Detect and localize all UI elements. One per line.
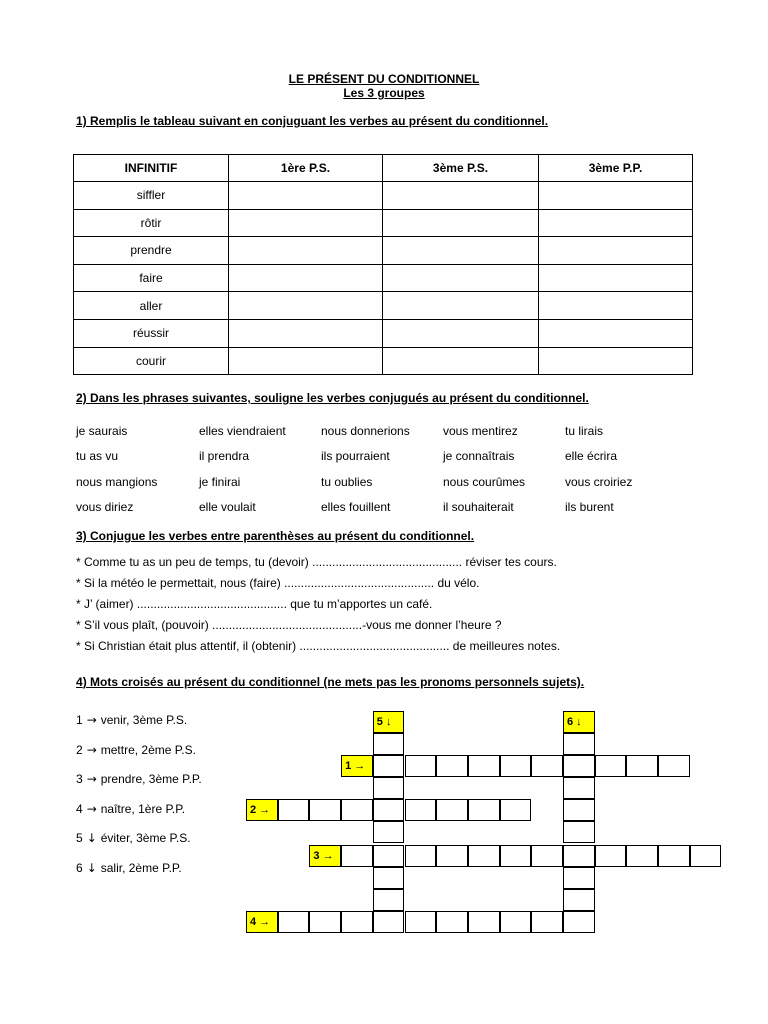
verb-word[interactable]: il prendra	[199, 449, 250, 463]
crossword-cell[interactable]	[373, 777, 405, 799]
verb-word[interactable]: elle écrira	[565, 449, 618, 463]
crossword-cell[interactable]	[436, 911, 468, 933]
arrow-right-icon: →	[86, 742, 97, 757]
crossword-cell[interactable]	[563, 755, 595, 777]
sentence: * Si Christian était plus attentif, il (obtenir) ............................................. de meilleures notes.	[76, 639, 561, 653]
crossword-cell[interactable]	[531, 911, 563, 933]
crossword-clue	[76, 802, 185, 816]
answer-cell[interactable]	[539, 237, 693, 265]
crossword-clue	[76, 743, 196, 757]
crossword-cell[interactable]	[405, 799, 437, 821]
crossword-clue	[76, 713, 187, 727]
answer-cell[interactable]	[539, 347, 693, 375]
answer-cell[interactable]	[229, 237, 383, 265]
verb-word[interactable]: ils pourraient	[321, 449, 390, 463]
column-header: INFINITIF	[74, 155, 229, 182]
crossword-clue	[76, 772, 202, 786]
crossword-cell[interactable]	[405, 845, 437, 867]
verb-word[interactable]: nous mangions	[76, 475, 158, 489]
sentence: * Si la météo le permettait, nous (faire) ............................................. du vélo.	[76, 576, 480, 590]
sentence: * Comme tu as un peu de temps, tu (devoir) ............................................. réviser tes cours.	[76, 555, 557, 569]
section4-heading-text: ) Mots croisés au présent du conditionnel (ne mets pas les pronoms personnels sujets).	[82, 675, 585, 689]
answer-cell[interactable]	[229, 182, 383, 210]
crossword-cell[interactable]	[500, 845, 532, 867]
crossword-cell[interactable]	[563, 821, 595, 843]
clue-text: mettre, 2ème P.S.	[100, 742, 196, 757]
answer-cell[interactable]	[383, 292, 539, 320]
crossword-cell[interactable]	[563, 889, 595, 911]
crossword-cell[interactable]	[309, 799, 341, 821]
verb-word[interactable]: tu lirais	[565, 424, 604, 438]
crossword-cell[interactable]	[373, 799, 405, 821]
section2-heading: 2) Dans les phrases suivantes, souligne les verbes conjugués au présent du conditionnel.	[76, 391, 589, 405]
verb-word[interactable]: tu as vu	[76, 449, 119, 463]
answer-cell[interactable]	[229, 347, 383, 375]
table-row	[74, 237, 693, 265]
crossword-cell[interactable]	[563, 867, 595, 889]
crossword-cell[interactable]	[658, 845, 690, 867]
verb-word[interactable]: nous donnerions	[321, 424, 410, 438]
answer-cell[interactable]	[229, 209, 383, 237]
verb-cell: rôtir	[74, 209, 229, 237]
verb-cell: siffler	[74, 182, 229, 210]
verb-word[interactable]: il souhaiterait	[443, 500, 514, 514]
answer-cell[interactable]	[383, 319, 539, 347]
clue-text: salir, 2ème P.P.	[100, 860, 182, 875]
section4-heading-number: 4	[76, 675, 83, 689]
crossword-cell[interactable]	[468, 755, 500, 777]
crossword-start-cell: 2 →	[246, 799, 278, 821]
verb-word[interactable]: ils burent	[565, 500, 614, 514]
table-row	[74, 319, 693, 347]
verb-word[interactable]: tu oublies	[321, 475, 373, 489]
crossword-cell[interactable]	[468, 845, 500, 867]
verb-word[interactable]: elles fouillent	[321, 500, 391, 514]
answer-cell[interactable]	[229, 292, 383, 320]
verb-cell: prendre	[74, 237, 229, 265]
table-row	[74, 182, 693, 210]
arrow-down-icon: ↓	[86, 860, 97, 875]
crossword-cell[interactable]	[341, 911, 373, 933]
table-row	[74, 264, 693, 292]
verb-word[interactable]: je saurais	[76, 424, 128, 438]
clue-text: prendre, 3ème P.P.	[100, 772, 202, 786]
verb-word[interactable]: elle voulait	[199, 500, 256, 514]
verb-word[interactable]: vous croiriez	[565, 475, 633, 489]
crossword-cell[interactable]	[436, 845, 468, 867]
verb-word[interactable]: elles viendraient	[199, 424, 286, 438]
column-header: 3ème P.P.	[539, 155, 693, 182]
clue-number: 3	[76, 772, 83, 786]
crossword-cell[interactable]	[309, 911, 341, 933]
clue-number: 5	[76, 831, 83, 845]
verb-word[interactable]: nous courûmes	[443, 475, 526, 489]
answer-cell[interactable]	[383, 347, 539, 375]
column-header: 3ème P.S.	[383, 155, 539, 182]
clue-text: naître, 1ère P.P.	[100, 801, 186, 816]
verb-cell: faire	[74, 264, 229, 292]
answer-cell[interactable]	[383, 209, 539, 237]
crossword-cell[interactable]	[341, 799, 373, 821]
answer-cell[interactable]	[539, 209, 693, 237]
sentence: * S’il vous plaît, (pouvoir) .............................................-vous me donner l’heure ?	[76, 618, 502, 632]
crossword-cell[interactable]	[278, 911, 310, 933]
clue-number: 2	[76, 742, 83, 757]
verb-cell: réussir	[74, 319, 229, 347]
arrow-down-icon: ↓	[86, 831, 97, 845]
crossword-cell[interactable]	[468, 799, 500, 821]
page-subtitle: Les 3 groupes	[343, 86, 425, 100]
crossword-cell[interactable]	[595, 755, 627, 777]
clue-text: éviter, 3ème P.S.	[100, 831, 191, 845]
crossword-cell[interactable]	[500, 799, 532, 821]
crossword-cell[interactable]	[690, 845, 722, 867]
verb-cell: aller	[74, 292, 229, 320]
clue-number: 6	[76, 860, 83, 875]
clue-number: 1	[76, 713, 83, 727]
answer-cell[interactable]	[539, 319, 693, 347]
verb-word[interactable]: vous mentirez	[443, 424, 518, 438]
answer-cell[interactable]	[229, 319, 383, 347]
crossword-cell[interactable]	[373, 821, 405, 843]
conjugation-table	[73, 154, 693, 375]
crossword-start-cell: 5 ↓	[373, 711, 405, 733]
verb-word[interactable]: vous diriez	[76, 500, 134, 514]
arrow-right-icon: →	[86, 772, 97, 786]
crossword-cell[interactable]	[278, 799, 310, 821]
crossword-cell[interactable]	[563, 777, 595, 799]
crossword-cell[interactable]	[373, 867, 405, 889]
arrow-right-icon: →	[86, 801, 97, 816]
table-row	[74, 292, 693, 320]
crossword-cell[interactable]	[500, 755, 532, 777]
crossword-cell[interactable]	[563, 911, 595, 933]
answer-cell[interactable]	[383, 264, 539, 292]
crossword-start-cell: 6 ↓	[563, 711, 595, 733]
crossword-cell[interactable]	[436, 799, 468, 821]
page-title: LE PRÉSENT DU CONDITIONNEL	[288, 72, 480, 86]
column-header: 1ère P.S.	[229, 155, 383, 182]
crossword-cell[interactable]	[468, 911, 500, 933]
crossword-cell[interactable]	[531, 845, 563, 867]
crossword-cell[interactable]	[658, 755, 690, 777]
crossword-cell[interactable]	[595, 845, 627, 867]
verb-cell: courir	[74, 347, 229, 375]
arrow-right-icon: →	[86, 713, 97, 727]
crossword-cell[interactable]	[373, 755, 405, 777]
crossword-cell[interactable]	[531, 755, 563, 777]
answer-cell[interactable]	[539, 264, 693, 292]
crossword-cell[interactable]	[405, 911, 437, 933]
crossword-cell[interactable]	[626, 755, 658, 777]
crossword-cell[interactable]	[563, 845, 595, 867]
crossword-cell[interactable]	[436, 755, 468, 777]
answer-cell[interactable]	[539, 182, 693, 210]
answer-cell[interactable]	[383, 237, 539, 265]
crossword-cell[interactable]	[563, 799, 595, 821]
sentence: * J’ (aimer) ............................................. que tu m’apportes un café.	[76, 597, 433, 611]
crossword-cell[interactable]	[373, 733, 405, 755]
section1-heading: 1) Remplis le tableau suivant en conjuguant les verbes au présent du conditionnel.	[76, 114, 549, 128]
crossword-cell[interactable]	[373, 911, 405, 933]
crossword-start-cell: 4 →	[246, 911, 278, 933]
table-row	[74, 209, 693, 237]
crossword-cell[interactable]	[373, 845, 405, 867]
crossword-cell[interactable]	[563, 733, 595, 755]
answer-cell[interactable]	[383, 182, 539, 210]
crossword-clue	[76, 861, 182, 875]
crossword-clue	[76, 831, 191, 845]
verb-word[interactable]: je connaîtrais	[443, 449, 515, 463]
section3-heading: 3) Conjugue les verbes entre parenthèses au présent du conditionnel.	[76, 529, 475, 543]
table-header-row	[74, 155, 693, 182]
verb-word[interactable]: je finirai	[199, 475, 241, 489]
table-row	[74, 347, 693, 375]
crossword-cell[interactable]	[373, 889, 405, 911]
clue-number: 4	[76, 801, 83, 816]
crossword-cell[interactable]	[405, 755, 437, 777]
section4-heading	[76, 675, 584, 689]
crossword-start-cell: 3 →	[309, 845, 341, 867]
crossword-start-cell: 1 →	[341, 755, 373, 777]
answer-cell[interactable]	[229, 264, 383, 292]
clue-text: venir, 3ème P.S.	[100, 713, 188, 727]
crossword-cell[interactable]	[500, 911, 532, 933]
crossword-cell[interactable]	[341, 845, 373, 867]
answer-cell[interactable]	[539, 292, 693, 320]
crossword-cell[interactable]	[626, 845, 658, 867]
